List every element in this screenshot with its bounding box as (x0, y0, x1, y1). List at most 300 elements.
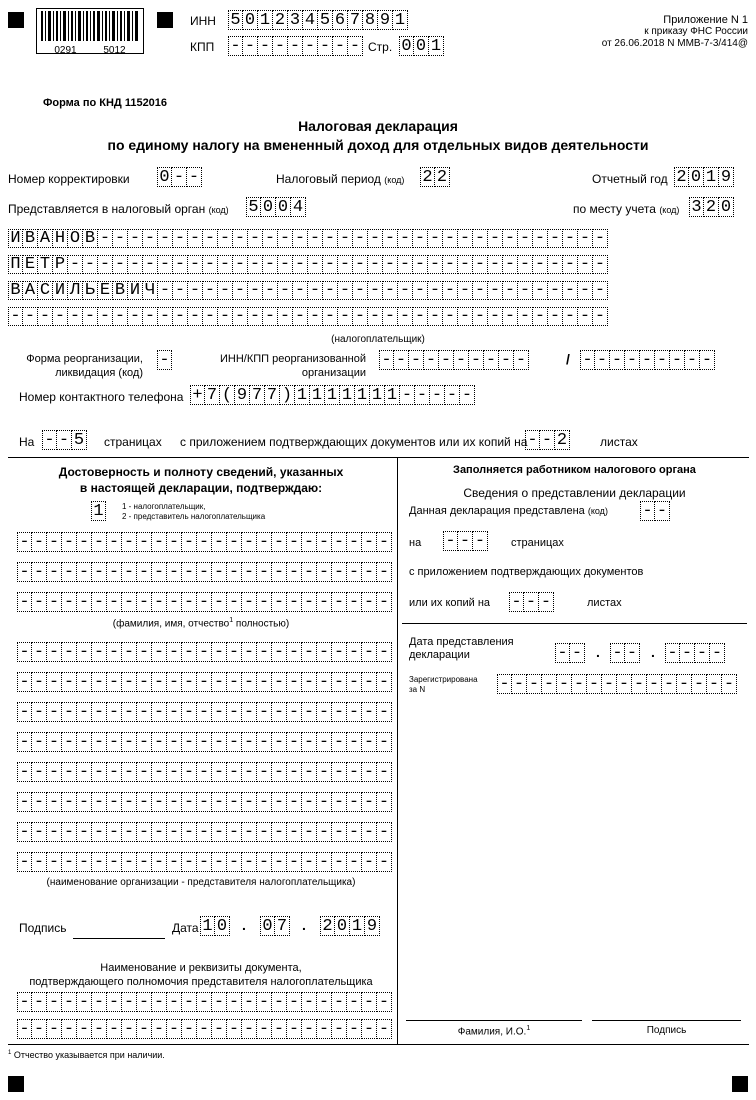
presented-code-label: (код) (587, 506, 608, 516)
tax-pages-cells (443, 531, 488, 551)
char-cell: - (317, 532, 332, 552)
char-cell: - (152, 992, 167, 1012)
char-cell: - (167, 562, 182, 582)
char-cell: П (8, 255, 23, 274)
char-cell: - (362, 562, 377, 582)
char-cell: - (473, 307, 488, 326)
taxpayer-line-1 (8, 229, 608, 249)
tax-pages-label: страницах (511, 537, 564, 549)
authority-code-label: (код) (208, 205, 229, 215)
date-label: Дата (172, 921, 199, 935)
char-cell: - (333, 36, 348, 56)
char-cell: - (293, 307, 308, 326)
char-cell: - (287, 562, 302, 582)
char-cell: - (424, 350, 439, 370)
char-cell: - (257, 792, 272, 812)
char-cell: - (488, 307, 503, 326)
char-cell: - (548, 229, 563, 248)
char-cell: - (509, 592, 524, 612)
char-cell: - (460, 385, 475, 405)
char-cell: - (227, 672, 242, 692)
char-cell: - (197, 642, 212, 662)
char-cell: - (368, 255, 383, 274)
char-cell: - (47, 792, 62, 812)
char-cell: 9 (719, 167, 734, 187)
char-cell: - (227, 792, 242, 812)
char-cell: - (353, 255, 368, 274)
char-cell: - (227, 732, 242, 752)
char-cell: - (362, 1019, 377, 1039)
char-cell: - (227, 642, 242, 662)
char-cell: - (503, 255, 518, 274)
doc-heading (8, 961, 394, 989)
char-cell: - (92, 562, 107, 582)
reorg-inn-label (196, 352, 366, 380)
char-cell: - (302, 1019, 317, 1039)
char-cell: - (227, 562, 242, 582)
fio-line-3 (17, 592, 392, 612)
char-cell: - (152, 562, 167, 582)
char-cell: - (212, 562, 227, 582)
phone-label: Номер контактного телефона (19, 390, 184, 404)
char-cell: - (17, 532, 32, 552)
char-cell: - (317, 1019, 332, 1039)
char-cell: - (488, 255, 503, 274)
char-cell: - (107, 792, 122, 812)
char-cell: - (242, 992, 257, 1012)
char-cell: - (182, 732, 197, 752)
char-cell: - (287, 992, 302, 1012)
char-cell: - (317, 792, 332, 812)
char-cell: - (167, 532, 182, 552)
char-cell: - (122, 1019, 137, 1039)
corner-marker-bottom-right (732, 1076, 748, 1092)
char-cell: - (77, 762, 92, 782)
char-cell: - (233, 307, 248, 326)
tax-date-dot-2: . (651, 644, 655, 660)
char-cell: - (593, 255, 608, 274)
char-cell: - (353, 281, 368, 300)
char-cell: - (428, 307, 443, 326)
char-cell: - (692, 674, 707, 694)
corner-marker-top (157, 12, 173, 28)
char-cell: 2 (674, 167, 689, 187)
char-cell: - (302, 642, 317, 662)
char-cell: - (287, 852, 302, 872)
char-cell: С (38, 281, 53, 300)
char-cell: - (62, 702, 77, 722)
pages-suffix: страницах (104, 435, 162, 449)
char-cell: - (257, 732, 272, 752)
char-cell: 0 (157, 167, 172, 187)
char-cell: - (77, 822, 92, 842)
char-cell: - (62, 1019, 77, 1039)
reorg-inn-label-2: организации (301, 367, 366, 379)
char-cell: - (473, 281, 488, 300)
char-cell: - (152, 642, 167, 662)
char-cell: - (137, 592, 152, 612)
char-cell: - (122, 852, 137, 872)
char-cell: - (233, 255, 248, 274)
char-cell: - (182, 1019, 197, 1039)
char-cell: - (203, 281, 218, 300)
char-cell: - (137, 532, 152, 552)
char-cell: - (107, 592, 122, 612)
char-cell: - (263, 255, 278, 274)
confirm-heading-1: Достоверность и полноту сведений, указанных (58, 465, 344, 479)
char-cell: - (32, 852, 47, 872)
char-cell: - (227, 822, 242, 842)
char-cell: - (182, 562, 197, 582)
char-cell: - (242, 532, 257, 552)
char-cell: - (167, 992, 182, 1012)
char-cell: - (347, 762, 362, 782)
char-cell: - (197, 532, 212, 552)
char-cell: - (454, 350, 469, 370)
char-cell: - (272, 532, 287, 552)
char-cell: - (469, 350, 484, 370)
char-cell: - (439, 350, 454, 370)
char-cell: - (212, 852, 227, 872)
barcode (36, 8, 144, 54)
char-cell: - (458, 307, 473, 326)
char-cell: - (625, 643, 640, 663)
char-cell: - (377, 702, 392, 722)
char-cell: - (197, 762, 212, 782)
char-cell: - (680, 643, 695, 663)
reorg-form-label-2: ликвидация (код) (55, 367, 143, 379)
char-cell: - (182, 702, 197, 722)
inn-label: ИНН (190, 14, 216, 28)
char-cell: - (62, 992, 77, 1012)
char-cell: 5 (318, 10, 333, 30)
char-cell: - (377, 1019, 392, 1039)
char-cell: - (518, 255, 533, 274)
char-cell: - (152, 592, 167, 612)
char-cell: - (368, 281, 383, 300)
char-cell: Е (23, 255, 38, 274)
char-cell: Е (98, 281, 113, 300)
char-cell: - (122, 592, 137, 612)
char-cell: - (257, 672, 272, 692)
char-cell: - (272, 562, 287, 582)
char-cell: - (670, 350, 685, 370)
char-cell: - (227, 992, 242, 1012)
char-cell: - (107, 642, 122, 662)
char-cell: - (197, 822, 212, 842)
char-cell: - (302, 732, 317, 752)
char-cell: - (128, 255, 143, 274)
char-cell: - (92, 852, 107, 872)
char-cell: - (17, 702, 32, 722)
char-cell: А (23, 281, 38, 300)
char-cell: 5 (72, 430, 87, 450)
char-cell: - (137, 852, 152, 872)
char-cell: - (182, 992, 197, 1012)
char-cell: - (47, 642, 62, 662)
char-cell: - (257, 1019, 272, 1039)
char-cell: - (578, 281, 593, 300)
char-cell: - (107, 1019, 122, 1039)
char-cell: - (273, 36, 288, 56)
org-line-1 (17, 642, 392, 662)
char-cell: Р (53, 255, 68, 274)
tax-date-month-cells (610, 643, 640, 663)
page-label: Стр. (368, 40, 393, 54)
char-cell: - (695, 643, 710, 663)
char-cell: - (338, 281, 353, 300)
org-caption: (наименование организации - представителя налогоплательщика) (46, 877, 356, 888)
char-cell: - (542, 674, 557, 694)
char-cell: - (137, 732, 152, 752)
char-cell: - (233, 281, 248, 300)
char-cell: - (540, 430, 555, 450)
char-cell: 2 (420, 167, 435, 187)
char-cell: - (707, 674, 722, 694)
char-cell: - (137, 642, 152, 662)
char-cell: - (338, 255, 353, 274)
char-cell: 1 (350, 916, 365, 936)
char-cell: - (413, 281, 428, 300)
barcode-digits-2: 5012 (103, 45, 126, 56)
char-cell: ) (280, 385, 295, 405)
kpp-label: КПП (190, 40, 215, 54)
char-cell: - (47, 732, 62, 752)
char-cell: - (98, 255, 113, 274)
char-cell: - (308, 281, 323, 300)
char-cell: - (578, 307, 593, 326)
char-cell: - (722, 674, 737, 694)
char-cell: - (602, 674, 617, 694)
char-cell: - (263, 229, 278, 248)
char-cell: - (362, 592, 377, 612)
barcode-bars (41, 11, 139, 41)
char-cell: - (593, 229, 608, 248)
reorg-kpp-cells (580, 350, 715, 370)
char-cell: - (503, 307, 518, 326)
char-cell: - (182, 672, 197, 692)
place-label (573, 202, 679, 216)
char-cell: - (458, 255, 473, 274)
char-cell: - (113, 255, 128, 274)
char-cell: - (122, 642, 137, 662)
char-cell: - (362, 642, 377, 662)
char-cell: - (17, 762, 32, 782)
char-cell: - (188, 281, 203, 300)
attach-cells (525, 430, 570, 450)
sign-line (73, 938, 165, 939)
reorg-inn-cells (379, 350, 529, 370)
char-cell: - (182, 642, 197, 662)
char-cell: Н (53, 229, 68, 248)
char-cell: - (710, 643, 725, 663)
char-cell: - (302, 822, 317, 842)
char-cell: - (443, 531, 458, 551)
char-cell: - (47, 762, 62, 782)
char-cell: - (152, 1019, 167, 1039)
period-label-text: Налоговый период (276, 172, 381, 186)
char-cell: - (308, 255, 323, 274)
char-cell: 4 (303, 10, 318, 30)
char-cell: 1 (355, 385, 370, 405)
char-cell: - (377, 992, 392, 1012)
char-cell: - (32, 592, 47, 612)
char-cell: - (379, 350, 394, 370)
char-cell: 2 (704, 197, 719, 217)
char-cell: - (47, 702, 62, 722)
char-cell: - (347, 792, 362, 812)
char-cell: - (377, 532, 392, 552)
char-cell: Л (68, 281, 83, 300)
char-cell: - (383, 281, 398, 300)
period-code-label: (код) (384, 175, 405, 185)
char-cell: - (332, 762, 347, 782)
taxpayer-line-3 (8, 281, 608, 301)
char-cell: - (443, 255, 458, 274)
char-cell: - (595, 350, 610, 370)
char-cell: - (347, 732, 362, 752)
fio-line-2 (17, 562, 392, 582)
char-cell: 2 (555, 430, 570, 450)
char-cell: - (377, 592, 392, 612)
char-cell: - (62, 562, 77, 582)
char-cell: - (197, 1019, 212, 1039)
char-cell: - (278, 229, 293, 248)
char-cell: - (167, 792, 182, 812)
char-cell: - (53, 307, 68, 326)
char-cell: - (473, 229, 488, 248)
char-cell: - (272, 1019, 287, 1039)
char-cell: - (398, 229, 413, 248)
char-cell: ( (220, 385, 235, 405)
char-cell: - (257, 642, 272, 662)
char-cell: - (362, 852, 377, 872)
date-dot-1: . (242, 917, 246, 933)
tax-attach-label: с приложением подтверждающих документов (409, 566, 644, 578)
char-cell: - (525, 430, 540, 450)
char-cell: - (47, 672, 62, 692)
char-cell: - (122, 822, 137, 842)
char-cell: - (323, 307, 338, 326)
char-cell: - (293, 255, 308, 274)
corner-marker-top-left (8, 12, 24, 28)
char-cell: - (77, 592, 92, 612)
char-cell: - (38, 307, 53, 326)
char-cell: - (317, 822, 332, 842)
char-cell: - (445, 385, 460, 405)
phone-cells (190, 385, 475, 405)
char-cell: - (317, 672, 332, 692)
char-cell: - (137, 792, 152, 812)
char-cell: - (263, 307, 278, 326)
char-cell: - (68, 307, 83, 326)
char-cell: 1 (393, 10, 408, 30)
char-cell: - (182, 532, 197, 552)
char-cell: 5 (228, 10, 243, 30)
char-cell: - (243, 36, 258, 56)
char-cell: - (158, 307, 173, 326)
char-cell: - (413, 229, 428, 248)
char-cell: - (278, 281, 293, 300)
footnote-text: Отчество указывается при наличии. (13, 1050, 165, 1060)
char-cell: - (499, 350, 514, 370)
sign-label: Подпись (19, 921, 67, 935)
char-cell: - (122, 992, 137, 1012)
char-cell: - (242, 762, 257, 782)
char-cell: - (555, 643, 570, 663)
char-cell: - (62, 762, 77, 782)
char-cell: 0 (719, 197, 734, 217)
page-cells (399, 36, 444, 56)
char-cell: - (172, 167, 187, 187)
char-cell: - (212, 642, 227, 662)
char-cell: - (47, 992, 62, 1012)
char-cell: - (122, 672, 137, 692)
char-cell: - (98, 229, 113, 248)
char-cell: - (398, 281, 413, 300)
char-cell: - (428, 255, 443, 274)
taxpayer-caption: (налогоплательщик) (331, 334, 425, 345)
char-cell: - (17, 852, 32, 872)
char-cell: - (212, 992, 227, 1012)
reg-label (409, 675, 478, 695)
tax-date-label (409, 636, 514, 662)
char-cell: - (77, 642, 92, 662)
char-cell: - (518, 281, 533, 300)
char-cell: В (83, 229, 98, 248)
tax-date-label-1: Дата представления (409, 636, 514, 648)
char-cell: - (77, 992, 92, 1012)
char-cell: - (122, 702, 137, 722)
char-cell: - (77, 672, 92, 692)
char-cell: - (287, 792, 302, 812)
char-cell: - (62, 592, 77, 612)
char-cell: - (640, 501, 655, 521)
reg-cells (497, 674, 737, 694)
char-cell: - (593, 281, 608, 300)
char-cell: 1 (370, 385, 385, 405)
place-cells (689, 197, 734, 217)
appendix-line-2: к приказу ФНС России (644, 26, 748, 37)
confirm-heading-2: в настоящей декларации, подтверждаю: (79, 481, 323, 495)
char-cell: - (218, 281, 233, 300)
char-cell: - (227, 532, 242, 552)
char-cell: - (113, 229, 128, 248)
tax-date-day-cells (555, 643, 585, 663)
doc-line-1 (17, 992, 392, 1012)
char-cell: - (473, 255, 488, 274)
char-cell: - (17, 1019, 32, 1039)
char-cell: О (68, 229, 83, 248)
char-cell: - (347, 592, 362, 612)
char-cell: - (317, 702, 332, 722)
char-cell: - (137, 672, 152, 692)
char-cell: - (143, 307, 158, 326)
char-cell: - (157, 350, 172, 370)
char-cell: - (303, 36, 318, 56)
char-cell: - (484, 350, 499, 370)
char-cell: - (122, 532, 137, 552)
char-cell: - (272, 822, 287, 842)
char-cell: - (242, 592, 257, 612)
on-label: на (409, 537, 422, 549)
char-cell: - (32, 1019, 47, 1039)
char-cell: 2 (435, 167, 450, 187)
char-cell: - (348, 36, 363, 56)
char-cell: Ь (83, 281, 98, 300)
tax-date-year-cells (665, 643, 725, 663)
char-cell: - (152, 672, 167, 692)
